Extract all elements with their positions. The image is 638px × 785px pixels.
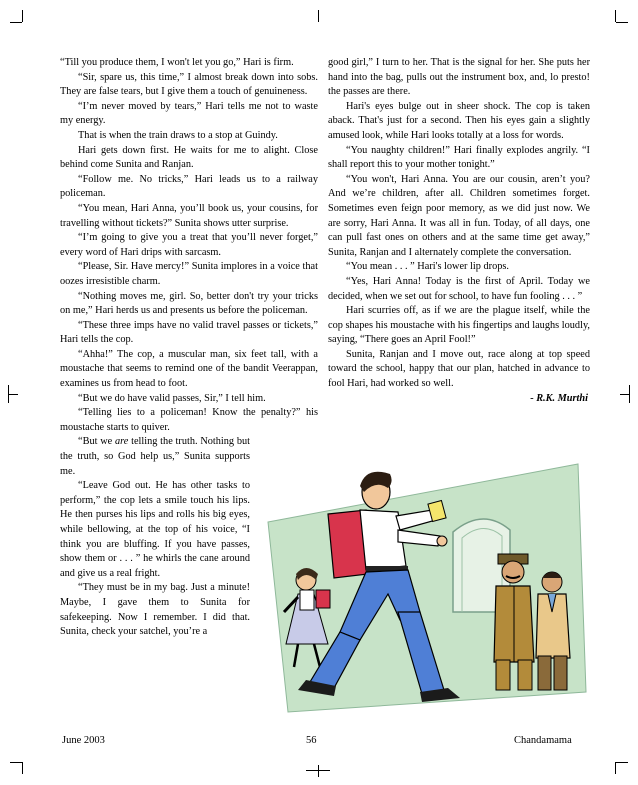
- paragraph: “Leave God out. He has other tasks to perform,” the cop lets a smile touch his lips. He then purses his lips and rolls his big eyes, while bellowing, at the top of his voice, “I think you are bluffing. If you have passes, show them or . . . ” he whirls the cane around and give us a real fright.: [60, 480, 250, 579]
- paragraph: good girl,” I turn to her. That is the signal for her. She puts her hand into the bag, pulls out the instrument box, and, lo presto! the passes are there.: [328, 57, 590, 98]
- text-run: telling the truth. Nothing but the truth, so God help us,” Sunita supports me.: [60, 436, 250, 477]
- text-run: “But we: [78, 436, 115, 448]
- paragraph: “Follow me. No tricks,” Hari leads us to a railway policeman.: [60, 173, 318, 200]
- paragraph: “You mean . . . ” Hari's lower lip drops.: [346, 261, 509, 273]
- crop-mark: [318, 10, 319, 22]
- crop-mark: [615, 10, 616, 22]
- paragraph: Hari gets down first. He waits for me to alight. Close behind come Sunita and Ranjan.: [60, 144, 318, 171]
- crop-mark: [10, 762, 22, 763]
- paragraph: “They must be in my bag. Just a minute! Maybe, I gave them to Sunita for safekeeping. Now I remember. I did that. Sunita, check your satchel, you’re a: [60, 582, 250, 638]
- crop-mark: [8, 394, 18, 395]
- emphasis: are: [115, 436, 129, 448]
- author-credit: - R.K. Murthi: [530, 392, 588, 404]
- paragraph: “Ahha!” The cop, a muscular man, six feet tall, with a moustache that seems to remind one of the bandit Veerappan, examines us from head to foot.: [60, 348, 318, 390]
- paragraph: [60, 435, 250, 479]
- paragraph: “You won't, Hari Anna. You are our cousin, aren’t you? And we’re children, after all. Children sometimes forget. Sometimes even feign poor memory, as we did just now. We are sorry, Hari Anna. It was all in fun. Today, of all days, one can pull fast ones on others and at the same time get away,” Sunita, Ranjan and I alternately complete the conversation.: [328, 173, 590, 258]
- paragraph: “Yes, Hari Anna! Today is the first of April. Today we decided, when we set out for school, to have fun fooling . . . ”: [328, 275, 590, 302]
- paragraph: That is when the train draws to a stop at Guindy.: [78, 129, 278, 141]
- magazine-name: Chandamama: [514, 735, 572, 746]
- crop-mark: [22, 10, 23, 22]
- story-illustration: [248, 462, 588, 720]
- paragraph: “These three imps have no valid travel passes or tickets,” Hari tells the cop.: [60, 319, 318, 346]
- crop-mark: [616, 22, 628, 23]
- paragraph: Sunita, Ranjan and I move out, race along at top speed toward the school, happy that our plan, hatched in advance to fool Hari, had worked so well.: [328, 348, 590, 390]
- paragraph: “Sir, spare us, this time,” I almost break down into sobs. They are false tears, but I give them a touch of genuineness.: [60, 71, 318, 98]
- crop-mark: [615, 762, 616, 774]
- wrapped-text-block: [60, 435, 250, 639]
- paragraph: “But we do have valid passes, Sir,” I tell him.: [78, 392, 266, 404]
- paragraph: “I’m going to give you a treat that you’ll never forget,” every word of Hari drips with sarcasm.: [60, 232, 318, 258]
- crop-mark: [318, 765, 319, 777]
- crop-mark: [616, 762, 628, 763]
- crop-mark: [22, 762, 23, 774]
- paragraph: “Till you produce them, I won't let you go,” Hari is firm.: [60, 57, 294, 68]
- paragraph: “Nothing moves me, girl. So, better don't try your tricks on me,” Hari herds us and presents us before the policeman.: [60, 290, 318, 317]
- crop-mark: [620, 394, 630, 395]
- paragraph: “Please, Sir. Have mercy!” Sunita implores in a voice that oozes irresistible charm.: [60, 261, 318, 287]
- paragraph: “You mean, Hari Anna, you’ll book us, your cousins, for travelling without tickets?” Sunita shows utter surprise.: [60, 202, 318, 229]
- paragraph: Hari scurries off, as if we are the plague itself, while the cop shapes his moustache with his fingertips and laughs loudly, saying, “There goes an April Fool!”: [328, 305, 590, 346]
- paragraph: “Telling lies to a policeman! Know the penalty?” his moustache starts to quiver.: [60, 407, 318, 433]
- right-column: [328, 56, 590, 406]
- page-number: 56: [306, 735, 317, 746]
- paragraph: Hari's eyes bulge out in sheer shock. The cop is taken aback. That's just for a second. Then his eyes gain a slightly amused look, while Hari looks totally at a loss for words.: [328, 100, 590, 141]
- paragraph: “I’m never moved by tears,” Hari tells me not to waste my energy.: [60, 100, 318, 127]
- footer-date: June 2003: [62, 735, 105, 746]
- crop-mark: [306, 770, 330, 771]
- crop-mark: [10, 22, 22, 23]
- paragraph: “You naughty children!” Hari finally explodes angrily. “I shall report this to your mother tonight.”: [328, 144, 590, 171]
